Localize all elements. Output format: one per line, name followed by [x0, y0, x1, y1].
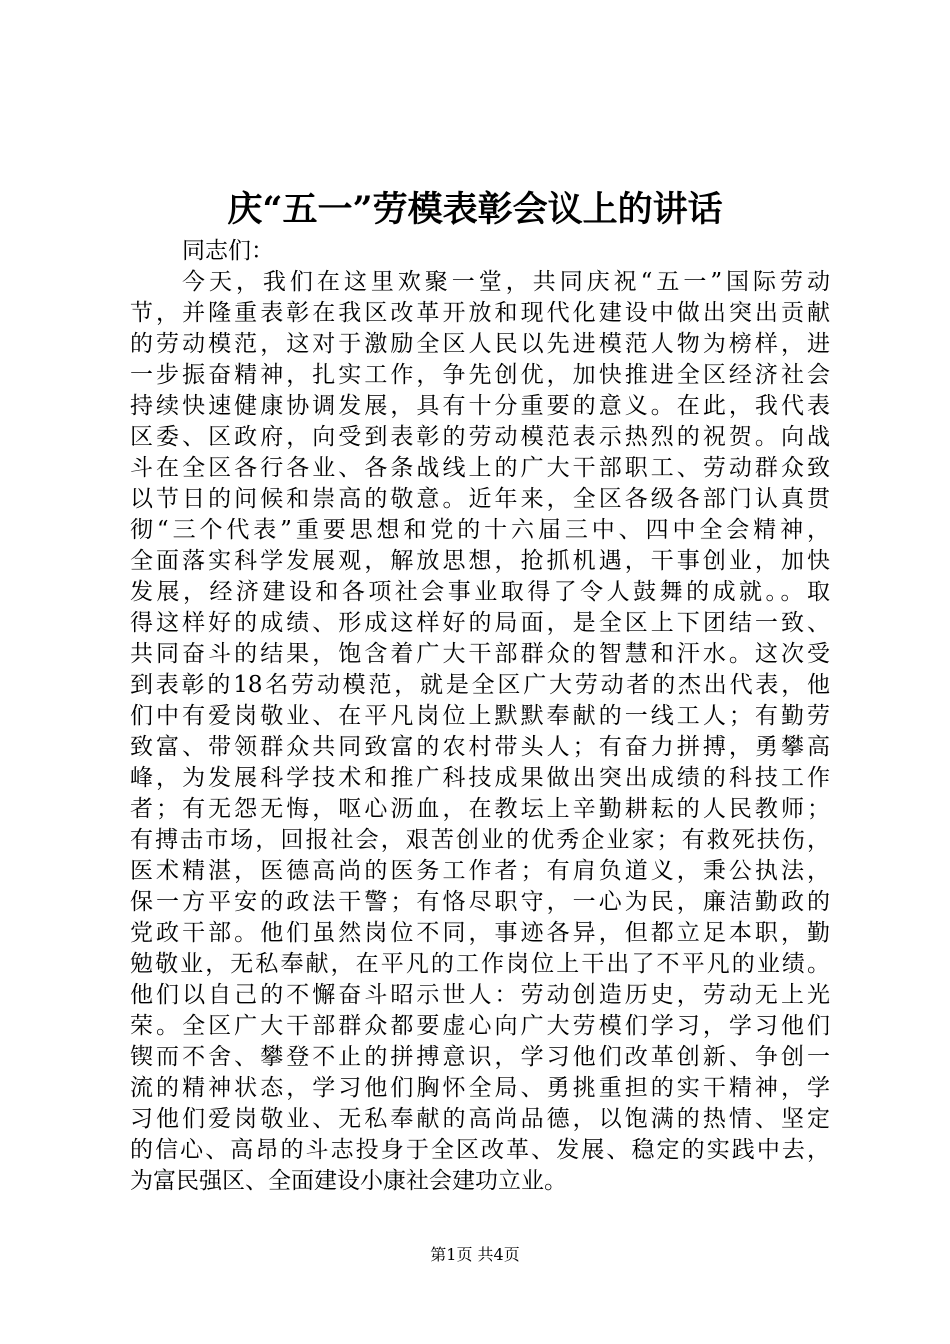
paragraph-line: 节，并隆重表彰在我区改革开放和现代化建设中做出突出贡献	[130, 300, 830, 326]
paragraph-line: 以节日的问候和崇高的敬意。近年来，全区各级各部门认真贯	[130, 486, 830, 512]
paragraph-line: 到表彰的18名劳动模范，就是全区广大劳动者的杰出代表，他	[130, 672, 830, 698]
paragraph-line: 发展，经济建设和各项社会事业取得了令人鼓舞的成就。。取	[130, 579, 830, 605]
paragraph-line: 保一方平安的政法干警；有恪尽职守，一心为民，廉洁勤政的	[130, 889, 830, 915]
paragraph-line: 习他们爱岗敬业、无私奉献的高尚品德，以饱满的热情、坚定	[130, 1106, 830, 1132]
paragraph-line: 医术精湛，医德高尚的医务工作者；有肩负道义，秉公执法，	[130, 858, 830, 884]
paragraph-line: 的劳动模范，这对于激励全区人民以先进模范人物为榜样，进	[130, 331, 830, 357]
paragraph-line: 共同奋斗的结果，饱含着广大干部群众的智慧和汗水。这次受	[130, 641, 830, 667]
paragraph-line: 的信心、高昂的斗志投身于全区改革、发展、稳定的实践中去，	[130, 1137, 830, 1163]
paragraph-line: 勉敬业，无私奉献，在平凡的工作岗位上干出了不平凡的业绩。	[130, 951, 830, 977]
paragraph-line: 峰，为发展科学技术和推广科技成果做出突出成绩的科技工作	[130, 765, 830, 791]
paragraph-line: 今天，我们在这里欢聚一堂，共同庆祝“五一”国际劳动	[182, 269, 830, 295]
paragraph-line: 们中有爱岗敬业、在平凡岗位上默默奉献的一线工人；有勤劳	[130, 703, 830, 729]
paragraph-line: 党政干部。他们虽然岗位不同，事迹各异，但都立足本职，勤	[130, 920, 830, 946]
paragraph-line: 持续快速健康协调发展，具有十分重要的意义。在此，我代表	[130, 393, 830, 419]
paragraph-line: 流的精神状态，学习他们胸怀全局、勇挑重担的实干精神，学	[130, 1075, 830, 1101]
paragraph-line: 斗在全区各行各业、各条战线上的广大干部职工、劳动群众致	[130, 455, 830, 481]
speech-paragraph	[130, 267, 830, 1197]
paragraph-line: 他们以自己的不懈奋斗昭示世人：劳动创造历史，劳动无上光	[130, 982, 830, 1008]
paragraph-line: 彻“三个代表”重要思想和党的十六届三中、四中全会精神，	[130, 517, 830, 543]
salutation: 同志们：	[182, 238, 274, 264]
paragraph-line: 致富、带领群众共同致富的农村带头人；有奋力拼搏，勇攀高	[130, 734, 830, 760]
paragraph-line: 一步振奋精神，扎实工作，争先创优，加快推进全区经济社会	[130, 362, 830, 388]
document-title: 庆“五一”劳模表彰会议上的讲话	[227, 189, 723, 230]
paragraph-line: 得这样好的成绩、形成这样好的局面，是全区上下团结一致、	[130, 610, 830, 636]
paragraph-line: 者；有无怨无悔，呕心沥血，在教坛上辛勤耕耘的人民教师；	[130, 796, 830, 822]
page-footer: 第1页 共4页	[430, 1245, 520, 1264]
paragraph-line: 荣。全区广大干部群众都要虚心向广大劳模们学习，学习他们	[130, 1013, 830, 1039]
paragraph-line: 锲而不舍、攀登不止的拼搏意识，学习他们改革创新、争创一	[130, 1044, 830, 1070]
paragraph-line: 区委、区政府，向受到表彰的劳动模范表示热烈的祝贺。向战	[130, 424, 830, 450]
document-body	[130, 236, 830, 1197]
paragraph-line: 有搏击市场，回报社会，艰苦创业的优秀企业家；有救死扶伤，	[130, 827, 830, 853]
paragraph-line: 全面落实科学发展观，解放思想，抢抓机遇，干事创业，加快	[130, 548, 830, 574]
paragraph-line: 为富民强区、全面建设小康社会建功立业。	[130, 1168, 567, 1194]
